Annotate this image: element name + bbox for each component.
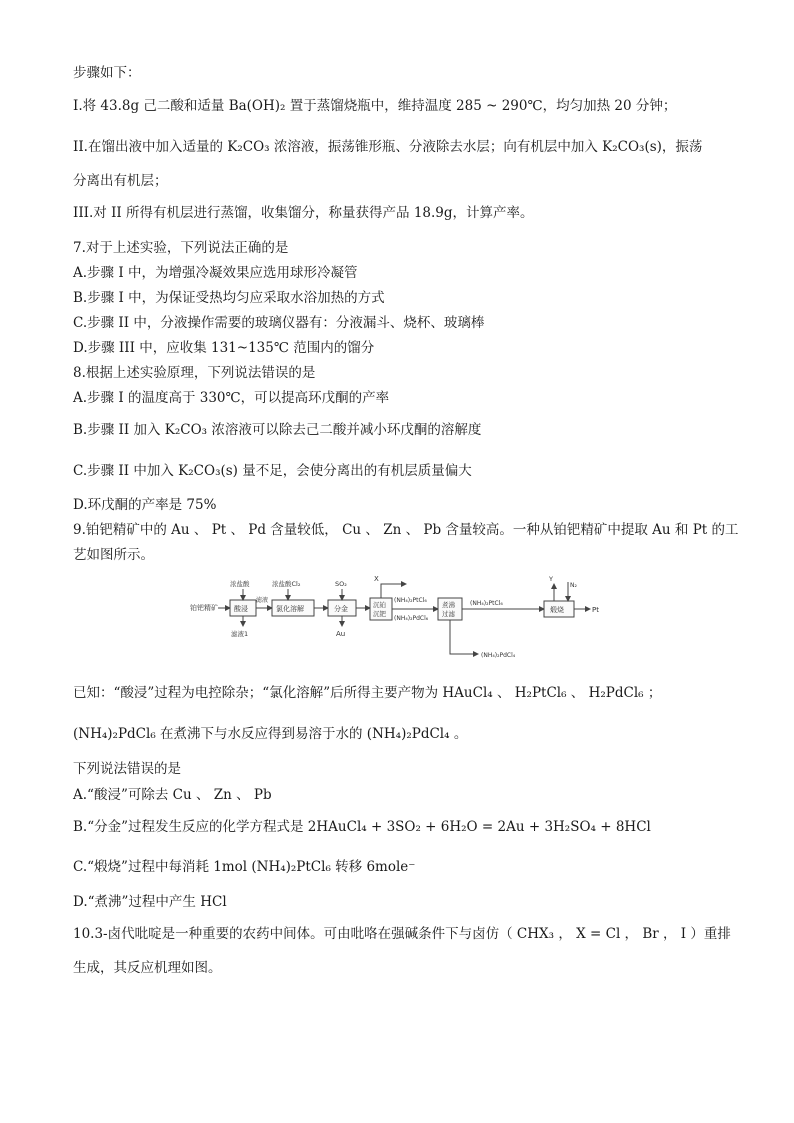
y-output-label: Y bbox=[549, 575, 553, 583]
intro-text: 步骤如下： bbox=[73, 65, 141, 81]
step-2-cont: 分离出有机层； bbox=[73, 173, 168, 189]
gold-product-label: Au bbox=[336, 630, 346, 638]
q9-known-2: (NH₄)₂PdCl₆ 在煮沸下与水反应得到易溶于水的 (NH₄)₂PdCl₄ 。 bbox=[73, 726, 468, 742]
acid-leach-box bbox=[230, 600, 256, 616]
q8-option-d: D.环戊酮的产率是 75% bbox=[73, 497, 217, 513]
filtrate-1-label: 滤液1 bbox=[231, 630, 249, 638]
svg-text:煅烧: 煅烧 bbox=[550, 606, 564, 614]
feed-label: 铂钯精矿 bbox=[190, 604, 218, 612]
svg-text:氯化溶解: 氯化溶解 bbox=[276, 605, 304, 613]
q10-stem-2: 生成，其反应机理如图。 bbox=[73, 960, 222, 976]
q9-known-1: 已知：“酸浸”过程为电控除杂；“氯化溶解”后所得主要产物为 HAuCl₄ 、 H₂PtCl₆ 、 H₂PdCl₆ ； bbox=[73, 685, 662, 701]
q8-option-c: C.步骤 II 中加入 K₂CO₃(s) 量不足，会使分离出的有机层质量偏大 bbox=[73, 463, 472, 479]
gold-separation-box bbox=[328, 600, 356, 616]
mixture-label-1: (NH₄)₂PtCl₆ bbox=[394, 597, 427, 604]
svg-text:沉铂: 沉铂 bbox=[373, 601, 386, 609]
reagent-hcl-cl2-label: 浓盐酸Cl₂ bbox=[272, 580, 301, 588]
mixture-label-2: (NH₄)₂PdCl₆ bbox=[394, 615, 429, 622]
svg-text:分金: 分金 bbox=[334, 605, 348, 613]
precipitation-box bbox=[370, 598, 392, 620]
q7-option-b: B.步骤 I 中，为保证受热均匀应采取水浴加热的方式 bbox=[73, 290, 385, 306]
calcination-box bbox=[544, 601, 574, 617]
q8-stem: 8.根据上述实验原理，下列说法错误的是 bbox=[73, 365, 316, 381]
q9-option-a: A.“酸浸”可除去 Cu 、 Zn 、 Pb bbox=[73, 787, 272, 803]
q7-option-d: D.步骤 III 中，应收集 131~135℃ 范围内的馏分 bbox=[73, 340, 375, 356]
chlorination-box bbox=[272, 600, 314, 616]
pd-salt-label: (NH₄)₂PdCl₄ bbox=[481, 652, 516, 659]
q9-option-c: C.“煅烧”过程中每消耗 1mol (NH₄)₂PtCl₆ 转移 6mole⁻ bbox=[73, 859, 416, 875]
q9-option-d: D.“煮沸”过程中产生 HCl bbox=[73, 894, 227, 910]
filtrate-label: 滤液 bbox=[256, 597, 269, 604]
q9-stem-1: 9.铂钯精矿中的 Au 、 Pt 、 Pd 含量较低， Cu 、 Zn 、 Pb 含量较高。一种从铂钯精矿中提取 Au 和 Pt 的工 bbox=[73, 522, 739, 538]
step-2: II.在馏出液中加入适量的 K₂CO₃ 浓溶液，振荡锥形瓶、分液除去水层；向有机层中加入 K₂CO₃(s)，振荡 bbox=[73, 139, 703, 155]
svg-text:煮沸: 煮沸 bbox=[442, 601, 455, 609]
pt-salt-label: (NH₄)₂PtCl₆ bbox=[470, 600, 503, 607]
q10-stem-1: 10.3-卤代吡啶是一种重要的农药中间体。可由吡咯在强碱条件下与卤仿（ CHX₃ ， X = Cl ， Br ， I ）重排 bbox=[73, 926, 731, 942]
svg-text:沉钯: 沉钯 bbox=[373, 610, 386, 618]
svg-text:酸浸: 酸浸 bbox=[234, 605, 248, 613]
q7-option-a: A.步骤 I 中，为增强冷凝效果应选用球形冷凝管 bbox=[73, 265, 358, 281]
boil-filter-box bbox=[438, 598, 462, 620]
process-flowchart bbox=[188, 572, 606, 664]
q9-stem-2: 艺如图所示。 bbox=[73, 547, 154, 563]
q8-option-a: A.步骤 I 的温度高于 330℃，可以提高环戊酮的产率 bbox=[73, 390, 390, 406]
reagent-so2-label: SO₂ bbox=[335, 580, 347, 588]
q9-option-b: B.“分金”过程发生反应的化学方程式是 2HAuCl₄ + 3SO₂ + 6H₂O = 2Au + 3H₂SO₄ + 8HCl bbox=[73, 819, 651, 835]
step-1: I.将 43.8g 己二酸和适量 Ba(OH)₂ 置于蒸馏烧瓶中，维持温度 285 ~ 290℃，均匀加热 20 分钟； bbox=[73, 98, 677, 114]
q7-stem: 7.对于上述实验，下列说法正确的是 bbox=[73, 240, 289, 256]
n2-input-label: N₂ bbox=[570, 582, 577, 589]
reagent-hcl-label: 浓盐酸 bbox=[230, 580, 250, 588]
q8-option-b: B.步骤 II 加入 K₂CO₃ 浓溶液可以除去己二酸并减小环戊酮的溶解度 bbox=[73, 422, 482, 438]
x-output-label: X bbox=[374, 575, 379, 583]
q7-option-c: C.步骤 II 中，分液操作需要的玻璃仪器有：分液漏斗、烧杯、玻璃棒 bbox=[73, 315, 485, 331]
platinum-product-label: Pt bbox=[592, 606, 599, 614]
step-3: III.对 II 所得有机层进行蒸馏，收集馏分，称量获得产品 18.9g，计算产率。 bbox=[73, 205, 534, 221]
svg-text:过滤: 过滤 bbox=[442, 610, 455, 618]
q9-ask: 下列说法错误的是 bbox=[73, 761, 181, 777]
